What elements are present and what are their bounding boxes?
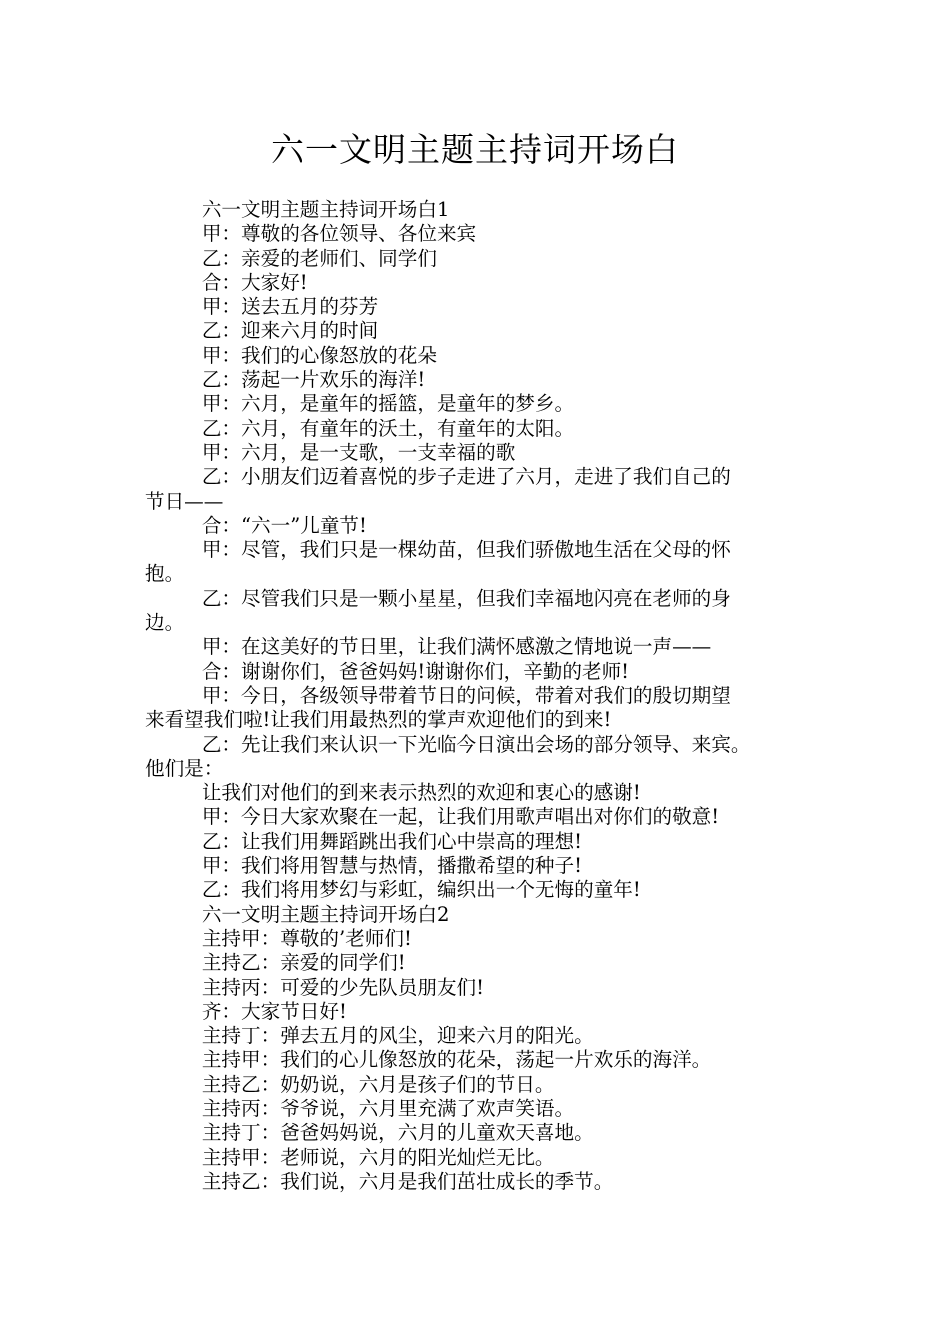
paragraph bbox=[145, 1073, 825, 1097]
paragraph bbox=[145, 247, 825, 271]
text-line: 乙：让我们用舞蹈跳出我们心中崇高的理想! bbox=[201, 829, 582, 853]
paragraph bbox=[145, 465, 825, 514]
text-line: 主持乙：我们说，六月是我们茁壮成长的季节。 bbox=[201, 1169, 614, 1193]
text-line: 来看望我们啦!让我们用最热烈的掌声欢迎他们的到来! bbox=[145, 708, 612, 732]
text-line: 齐：大家节日好! bbox=[201, 999, 347, 1023]
text-line: 主持甲：老师说，六月的阳光灿烂无比。 bbox=[201, 1145, 555, 1169]
document-title: 六一文明主题主持词开场白 bbox=[271, 130, 679, 169]
paragraph bbox=[145, 1097, 825, 1121]
paragraph bbox=[145, 635, 825, 659]
text-line: 合：谢谢你们，爸爸妈妈!谢谢你们，辛勤的老师! bbox=[201, 659, 630, 683]
text-line: 乙：尽管我们只是一颗小星星，但我们幸福地闪亮在老师的身 bbox=[201, 586, 731, 610]
text-line: 甲：我们的心像怒放的花朵 bbox=[201, 343, 437, 367]
document-body bbox=[145, 198, 825, 1194]
text-line: 甲：六月，是一支歌，一支幸福的歌 bbox=[201, 440, 516, 464]
paragraph bbox=[145, 1121, 825, 1145]
text-line: 甲：送去五月的芬芳 bbox=[201, 295, 379, 319]
paragraph bbox=[145, 951, 825, 975]
text-line: 合：“六一”儿童节! bbox=[201, 513, 367, 537]
text-line: 甲：我们将用智慧与热情，播撒希望的种子! bbox=[201, 854, 582, 878]
paragraph bbox=[145, 1000, 825, 1024]
text-line: 抱。 bbox=[145, 562, 185, 586]
paragraph bbox=[145, 733, 825, 782]
text-line: 他们是： bbox=[145, 756, 224, 780]
text-line: 让我们对他们的到来表示热烈的欢迎和衷心的感谢! bbox=[201, 781, 641, 805]
paragraph bbox=[145, 392, 825, 416]
text-line: 主持乙：奶奶说，六月是孩子们的节日。 bbox=[201, 1072, 555, 1096]
text-line: 乙：六月，有童年的沃土，有童年的太阳。 bbox=[201, 416, 575, 440]
paragraph bbox=[145, 1170, 825, 1194]
text-line: 甲：尽管，我们只是一棵幼苗，但我们骄傲地生活在父母的怀 bbox=[201, 538, 731, 562]
text-line: 主持甲：我们的心儿像怒放的花朵，荡起一片欢乐的海洋。 bbox=[201, 1048, 712, 1072]
text-line: 甲：今日大家欢聚在一起，让我们用歌声唱出对你们的敬意! bbox=[201, 805, 720, 829]
paragraph bbox=[145, 976, 825, 1000]
paragraph bbox=[145, 781, 825, 805]
paragraph bbox=[145, 903, 825, 927]
text-line: 乙：荡起一片欢乐的海洋! bbox=[201, 368, 426, 392]
text-line: 主持甲：尊敬的’老师们! bbox=[201, 926, 412, 950]
text-line: 六一文明主题主持词开场白2 bbox=[201, 902, 450, 926]
text-line: 主持丙：爷爷说，六月里充满了欢声笑语。 bbox=[201, 1096, 575, 1120]
text-line: 乙：小朋友们迈着喜悦的步子走进了六月，走进了我们自己的 bbox=[201, 465, 731, 489]
paragraph bbox=[145, 805, 825, 829]
paragraph bbox=[145, 319, 825, 343]
text-line: 甲：今日，各级领导带着节日的问候，带着对我们的殷切期望 bbox=[201, 683, 731, 707]
paragraph bbox=[145, 878, 825, 902]
paragraph bbox=[145, 198, 825, 222]
paragraph bbox=[145, 660, 825, 684]
text-line: 边。 bbox=[145, 611, 185, 635]
text-line: 乙：亲爱的老师们、同学们 bbox=[201, 246, 437, 270]
text-line: 节日—— bbox=[145, 489, 224, 513]
paragraph bbox=[145, 417, 825, 441]
paragraph bbox=[145, 295, 825, 319]
paragraph bbox=[145, 271, 825, 295]
paragraph bbox=[145, 1024, 825, 1048]
text-line: 乙：先让我们来认识一下光临今日演出会场的部分领导、来宾。 bbox=[201, 732, 751, 756]
paragraph bbox=[145, 514, 825, 538]
paragraph bbox=[145, 344, 825, 368]
text-line: 合：大家好! bbox=[201, 270, 308, 294]
text-line: 主持丁：爸爸妈妈说，六月的儿童欢天喜地。 bbox=[201, 1121, 594, 1145]
paragraph bbox=[145, 1048, 825, 1072]
paragraph bbox=[145, 538, 825, 587]
text-line: 主持丙：可爱的少先队员朋友们! bbox=[201, 975, 485, 999]
text-line: 乙：迎来六月的时间 bbox=[201, 319, 379, 343]
paragraph bbox=[145, 1146, 825, 1170]
text-line: 乙：我们将用梦幻与彩虹，编织出一个无悔的童年! bbox=[201, 878, 641, 902]
text-line: 主持丁：弹去五月的风尘，迎来六月的阳光。 bbox=[201, 1024, 594, 1048]
paragraph bbox=[145, 854, 825, 878]
paragraph bbox=[145, 441, 825, 465]
paragraph bbox=[145, 222, 825, 246]
paragraph bbox=[145, 684, 825, 733]
text-line: 甲：六月，是童年的摇篮，是童年的梦乡。 bbox=[201, 392, 575, 416]
text-line: 主持乙：亲爱的同学们! bbox=[201, 951, 406, 975]
text-line: 六一文明主题主持词开场白1 bbox=[201, 198, 450, 221]
text-line: 甲：尊敬的各位领导、各位来宾 bbox=[201, 222, 477, 246]
paragraph bbox=[145, 927, 825, 951]
paragraph bbox=[145, 830, 825, 854]
paragraph bbox=[145, 368, 825, 392]
text-line: 甲：在这美好的节日里，让我们满怀感激之情地说一声—— bbox=[201, 635, 712, 659]
paragraph bbox=[145, 587, 825, 636]
